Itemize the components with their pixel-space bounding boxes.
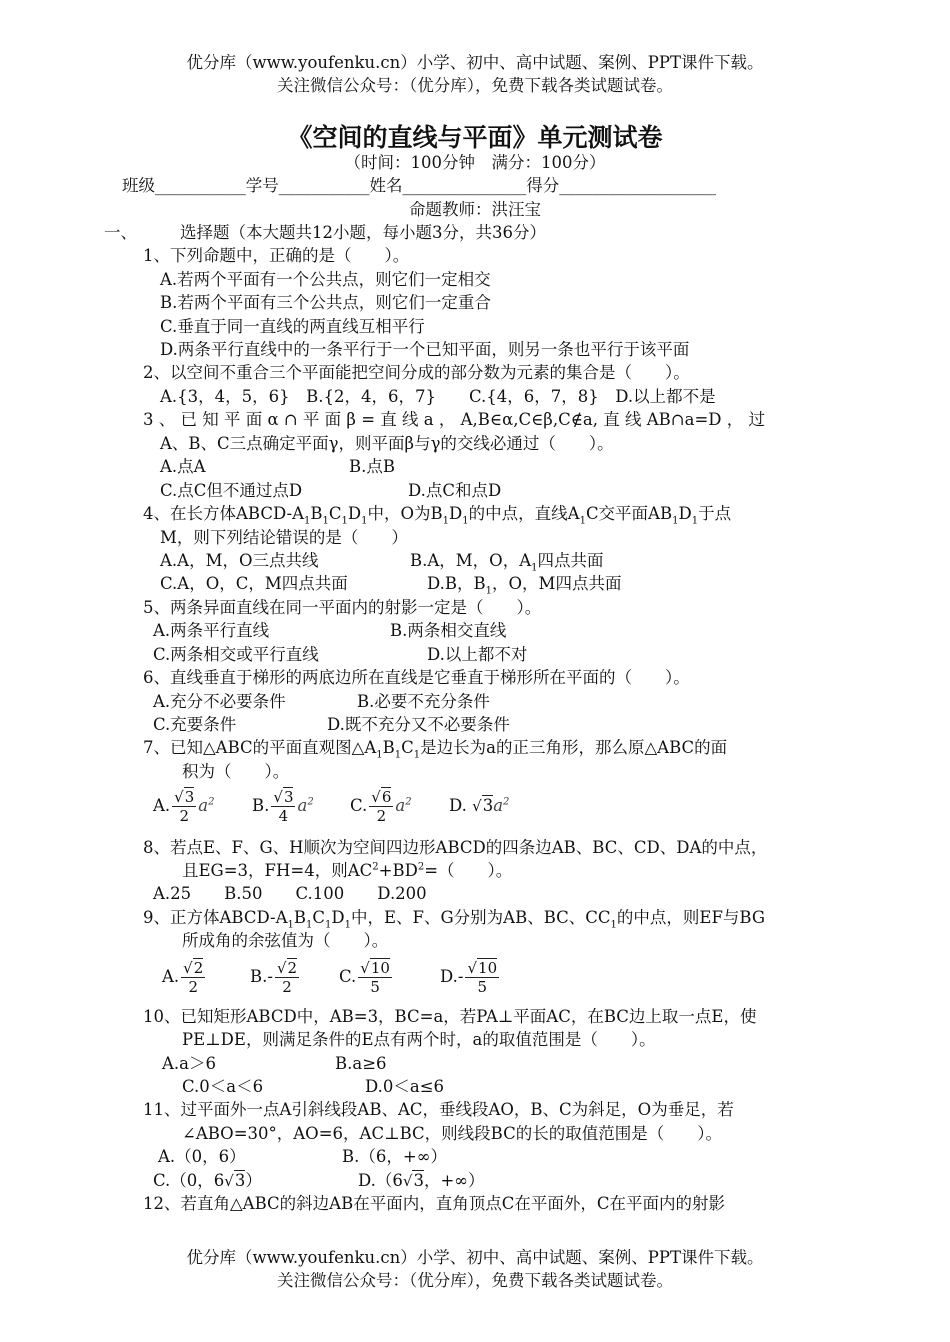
- question-7-option-b: B. $\frac{√3}{4}$ $a^2$: [252, 788, 314, 825]
- question-1-option-b: B.若两个平面有三个公共点，则它们一定重合: [160, 293, 491, 312]
- question-10-stem: 10、已知矩形ABCD中，AB=3，BC=a，若PA⊥平面AC，在BC边上取一点E，使: [143, 1007, 757, 1026]
- question-7-stem: 7、已知△ABC的平面直观图$\triangle A_1B_1C_1$是边长为a的正三角形，那么原△ABC的面: [143, 738, 728, 761]
- section-number: 一、: [104, 223, 137, 242]
- question-2-stem: 2、以空间不重合三个平面能把空间分成的部分数为元素的集合是（ ）。: [143, 363, 690, 382]
- fraction: $\frac{√3}{2}$: [174, 788, 195, 825]
- fraction: $\frac{√10}{5}$: [360, 959, 390, 996]
- question-4-stem-continued: M，则下列结论错误的是（ ）: [160, 528, 408, 547]
- question-6-option-b: B.必要不充分条件: [357, 692, 490, 711]
- question-3-stem-continued: A、B、C三点确定平面γ，则平面β与γ的交线必通过（ ）。: [160, 434, 614, 453]
- question-2-options: A.{3，4，5，6} B.{2，4，6，7} C.{4，6，7，8} D.以上都不是: [160, 387, 716, 406]
- fraction: $\frac{√6}{2}$: [371, 788, 392, 825]
- question-3-option-b: B.点B: [349, 457, 395, 476]
- footer-line-2: 关注微信公众号：（优分库），免费下载各类试题试卷。: [277, 1271, 673, 1290]
- question-6-stem: 6、直线垂直于梯形的两底边所在直线是它垂直于梯形所在平面的（ ）。: [143, 668, 690, 687]
- question-9-stem-continued: 所成角的余弦值为（ ）。: [182, 931, 389, 950]
- question-9-option-a: A. $\frac{√2}{2}$: [162, 959, 204, 996]
- question-1-option-c: C.垂直于同一直线的两直线互相平行: [160, 317, 425, 336]
- question-3-option-d: D.点C和点D: [408, 481, 502, 500]
- fraction: $\frac{√10}{5}$: [467, 959, 498, 996]
- question-12-stem: 12、若直角△ABC的斜边AB在平面内，直角顶点C在平面外，C在平面内的射影: [143, 1194, 725, 1213]
- question-5-stem: 5、两条异面直线在同一平面内的射影一定是（ ）。: [143, 598, 542, 617]
- page-title: 《空间的直线与平面》单元测试卷: [287, 123, 663, 152]
- question-9-stem: 9、正方体ABCD-$A_1B_1C_1D_1$中，E、F、G分别为AB、BC、$CC_1$的中点，则EF与BG: [143, 908, 766, 931]
- question-3-option-c: C.点C但不通过点D: [160, 481, 303, 500]
- question-10-option-d: D.0＜a≤6: [365, 1077, 445, 1096]
- question-7-option-c: C. $\frac{√6}{2}$ $a^2$: [350, 788, 412, 825]
- question-9-option-d: D.- $\frac{√10}{5}$: [440, 959, 498, 996]
- teacher-line: 命题教师：洪汪宝: [409, 200, 541, 219]
- question-1-option-a: A.若两个平面有一个公共点，则它们一定相交: [160, 270, 491, 289]
- question-7-option-a: A. $\frac{√3}{2}$ $a^2$: [153, 788, 215, 825]
- question-11-option-c: C.（0，6√3）: [153, 1171, 262, 1190]
- question-8-stem: 8、若点E、F、G、H顺次为空间四边形ABCD的四条边AB、BC、CD、DA的中点，: [143, 838, 768, 857]
- header-line-1: 优分库（www.youfenku.cn）小学、初中、高中试题、案例、PPT课件下载。: [186, 53, 764, 72]
- question-4-option-d: D.B，$B_1$，O，M四点共面: [427, 574, 622, 597]
- question-4-option-b: B.A，M，O，$A_1$四点共面: [410, 551, 604, 574]
- question-11-option-d: D.（6√3，+∞）: [358, 1171, 485, 1190]
- fraction: $\frac{√2}{2}$: [276, 959, 298, 996]
- question-11-stem-continued: ∠ABO=30°，AO=6，AC⊥BC，则线段BC的长的取值范围是（ ）。: [182, 1124, 722, 1143]
- question-8-options: A.25 B.50 C.100 D.200: [153, 884, 427, 903]
- question-10-option-a: A.a＞6: [162, 1054, 216, 1073]
- fraction: $\frac{√3}{4}$: [273, 788, 294, 825]
- question-11-option-a: A.（0，6）: [158, 1147, 246, 1166]
- student-info-fields: 班级___________学号___________姓名_______________得分___________________: [122, 176, 716, 195]
- fraction: $\frac{√2}{2}$: [183, 959, 204, 996]
- question-6-option-c: C.充要条件: [153, 715, 237, 734]
- question-3-option-a: A.点A: [160, 457, 206, 476]
- exam-time-info: （时间：100分钟 满分：100分）: [344, 153, 606, 172]
- footer-line-1: 优分库（www.youfenku.cn）小学、初中、高中试题、案例、PPT课件下载。: [186, 1248, 764, 1267]
- question-10-option-b: B.a≥6: [335, 1054, 387, 1073]
- header-line-2: 关注微信公众号：（优分库），免费下载各类试题试卷。: [277, 76, 673, 95]
- question-10-option-c: C.0＜a＜6: [182, 1077, 264, 1096]
- question-4-option-c: C.A，O，C，M四点共面: [160, 574, 348, 593]
- question-7-stem-continued: 积为（ ）。: [182, 762, 290, 781]
- question-1-stem: 1、下列命题中，正确的是（ ）。: [143, 246, 410, 265]
- question-5-option-b: B.两条相交直线: [390, 621, 507, 640]
- section-heading: 选择题（本大题共12小题，每小题3分，共36分）: [180, 223, 546, 242]
- question-11-option-b: B.（6，+∞）: [342, 1147, 447, 1166]
- question-5-option-d: D.以上都不对: [427, 645, 528, 664]
- question-5-option-c: C.两条相交或平行直线: [153, 645, 319, 664]
- question-3-stem: 3 、 已 知 平 面 α ∩ 平 面 β = 直 线 a ， A,B∈α,C∈β,C∉a, 直 线 AB∩a=D ， 过: [143, 410, 765, 429]
- question-11-stem: 11、过平面外一点A引斜线段AB、AC，垂线段AO，B、C为斜足，O为垂足，若: [143, 1100, 734, 1119]
- question-4-stem: 4、在长方体ABCD-$A_1B_1C_1D_1$中，O为$B_1D_1$的中点，直线$A_1C$交平面$AB_1D_1$于点: [143, 504, 732, 527]
- question-1-option-d: D.两条平行直线中的一条平行于一个已知平面，则另一条也平行于该平面: [160, 340, 690, 359]
- question-6-option-a: A.充分不必要条件: [153, 692, 286, 711]
- question-4-option-a: A.A，M，O三点共线: [160, 551, 319, 570]
- question-8-stem-continued: 且EG=3，FH=4，则$AC^2+BD^2=$（ ）。: [182, 861, 513, 880]
- question-7-option-d: D. $√3a^2$: [449, 796, 510, 815]
- question-5-option-a: A.两条平行直线: [153, 621, 270, 640]
- question-9-option-c: C. $\frac{√10}{5}$: [339, 959, 390, 996]
- question-10-stem-continued: PE⊥DE，则满足条件的E点有两个时，a的取值范围是（ ）。: [182, 1030, 656, 1049]
- question-9-option-b: B.- $\frac{√2}{2}$: [250, 959, 298, 996]
- question-6-option-d: D.既不充分又不必要条件: [327, 715, 510, 734]
